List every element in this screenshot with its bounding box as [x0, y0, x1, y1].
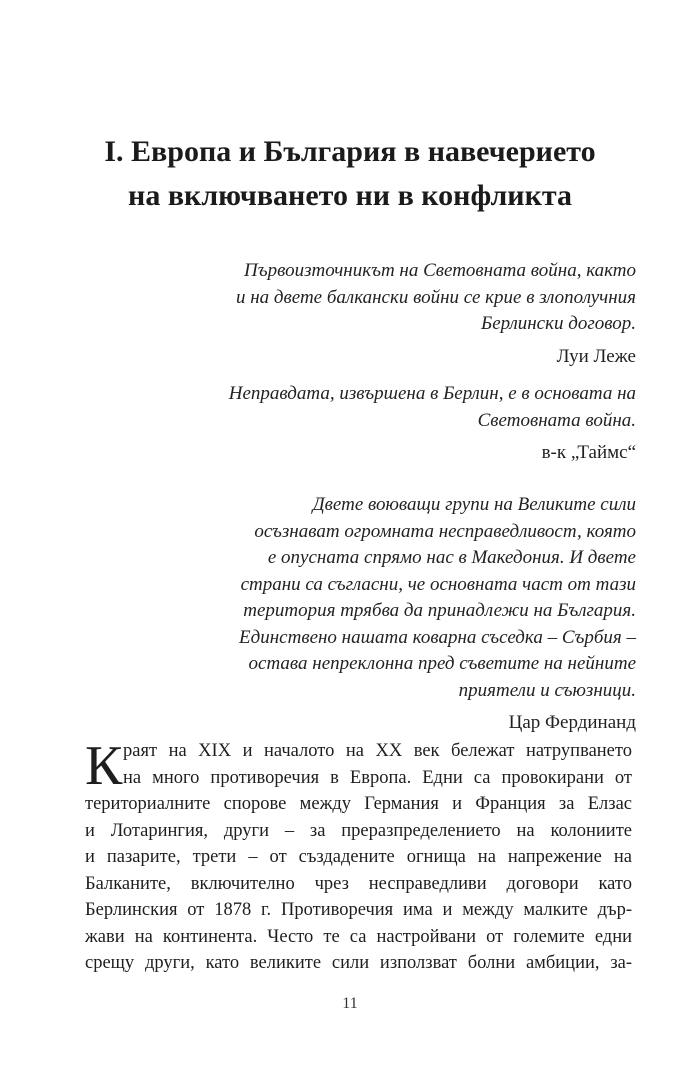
- epigraph-line: Берлински договор.: [481, 313, 636, 334]
- body-line: Берлинския от 1878 г. Противоречия има и между малките дър-: [85, 900, 632, 920]
- body-line: срещу други, като великите сили използват болни амбиции, за-: [85, 953, 632, 973]
- body-line: и Лотарингия, други – за преразпределението на колониите: [85, 820, 632, 841]
- epigraph-quote: [166, 258, 636, 338]
- epigraph-line: Неправдата, извършена в Берлин, е в основата на: [228, 383, 636, 404]
- epigraph-line: Единствено нашата коварна съседка – Сърбия –: [239, 626, 636, 648]
- epigraph-line: територия трябва да принадлежи на България.: [243, 600, 636, 621]
- body-line: Балканите, включително чрез несправедливи договори като: [85, 873, 632, 894]
- epigraph-line: Двете воюващи групи на Великите сили: [312, 494, 636, 515]
- chapter-title-line: на включването ни в конфликта: [128, 179, 572, 212]
- epigraph-quote: [166, 381, 636, 434]
- chapter-title: [60, 130, 640, 218]
- page-number: 11: [342, 995, 358, 1012]
- epigraph-line: страни са съгласни, че основната част от тази: [240, 573, 636, 595]
- chapter-title-line: I. Европа и България в навечерието: [104, 135, 596, 168]
- epigraph-line: и на двете балкански войни се крие в злополучния: [235, 286, 636, 308]
- epigraph: [166, 381, 636, 466]
- body-line: раят на XIX и началото на XX век бележат натрупването: [123, 741, 632, 761]
- body-line: териториалните спорове между Германия и Франция за Елзас: [85, 794, 632, 814]
- body-line: жави на континента. Често те са настройвани от големите едни: [85, 926, 632, 947]
- epigraph-author: в-к „Таймс“: [541, 442, 636, 463]
- drop-cap: К: [85, 735, 123, 797]
- drop-cap-container: [85, 735, 632, 797]
- epigraph-author: Цар Фердинанд: [508, 712, 636, 733]
- epigraph: [166, 492, 636, 736]
- epigraph-author: Луи Леже: [556, 345, 636, 367]
- epigraph-line: приятели и съюзници.: [458, 679, 636, 701]
- epigraph-line: Първоизточникът на Световната война, както: [243, 260, 636, 281]
- epigraph-line: осъзнават огромната несправедливост, която: [254, 520, 636, 542]
- epigraph-line: е опусната спрямо нас в Македония. И двете: [267, 547, 636, 568]
- epigraph: [166, 258, 636, 370]
- epigraph-line: остава непреклонна пред съветите на нейните: [248, 653, 636, 674]
- body-line: на много противоречия в Европа. Едни са провокирани от: [123, 767, 632, 788]
- epigraph-quote: [166, 492, 636, 704]
- body-line: и пазарите, трети – от създадените огнища на напрежение на: [85, 847, 632, 867]
- epigraph-line: Световната война.: [477, 409, 636, 431]
- body-paragraph: [85, 735, 632, 977]
